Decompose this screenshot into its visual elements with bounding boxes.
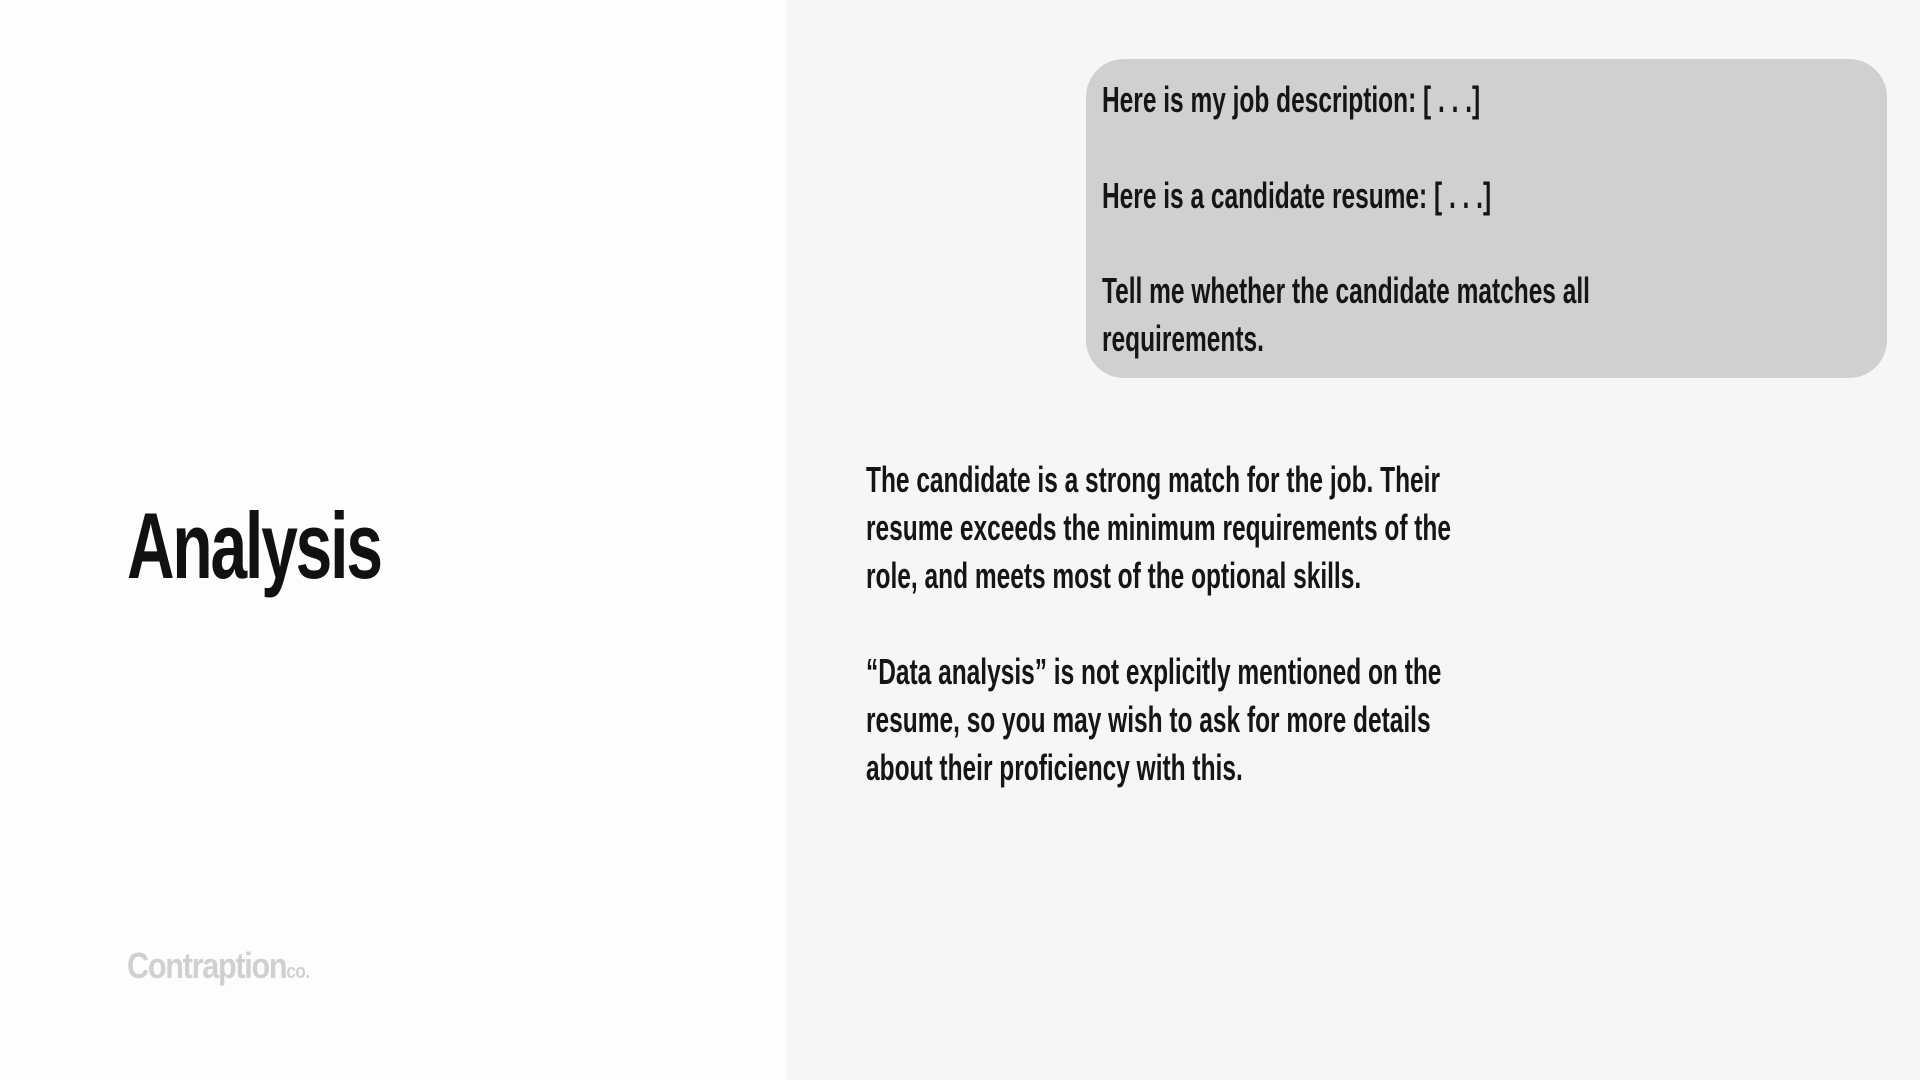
logo-suffix-text: co.	[286, 961, 310, 983]
response-line: The candidate is a strong match for the job. Their	[866, 459, 1441, 500]
logo-main-text: Contraption	[127, 945, 287, 986]
prompt-line: Tell me whether the candidate matches all	[1102, 270, 1590, 311]
response-line: about their proficiency with this.	[866, 747, 1243, 788]
response-line: role, and meets most of the optional skills.	[866, 555, 1362, 596]
left-panel	[0, 0, 787, 1080]
response-line: resume exceeds the minimum requirements of the	[866, 507, 1451, 548]
prompt-line: requirements.	[1102, 318, 1264, 359]
response-line: resume, so you may wish to ask for more details	[866, 699, 1431, 740]
contraption-logo	[127, 945, 310, 987]
prompt-line: Here is my job description: [ . . .]	[1102, 79, 1481, 120]
response-line: “Data analysis” is not explicitly mentioned on the	[866, 651, 1442, 692]
prompt-line: Here is a candidate resume: [ . . .]	[1102, 175, 1492, 216]
slide-title: Analysis	[127, 493, 381, 598]
